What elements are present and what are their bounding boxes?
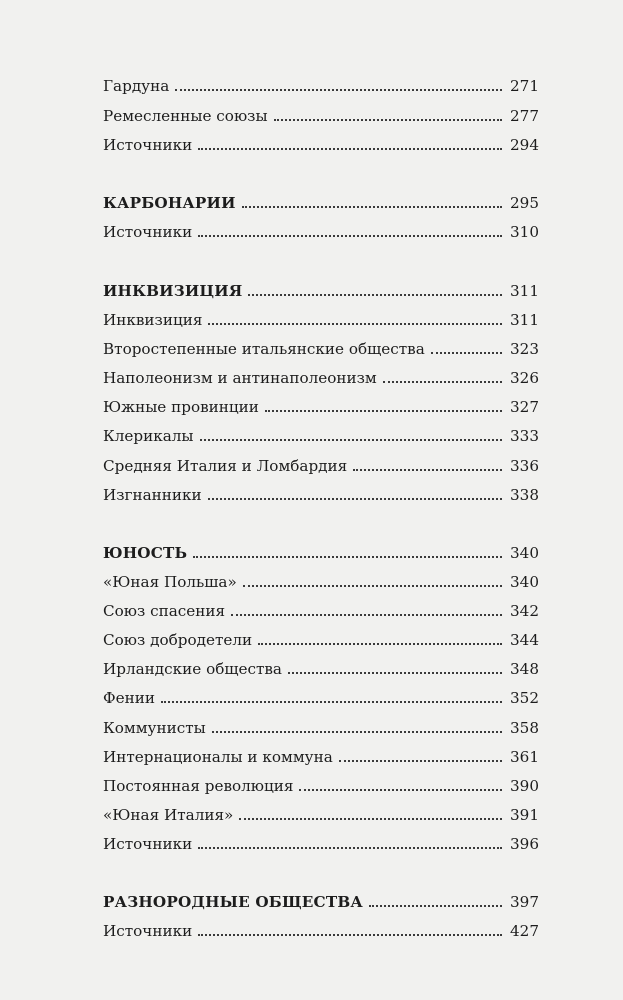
toc-entry-page: 311 [510,282,539,300]
toc-entry-page: 326 [510,369,539,387]
toc-entry-page: 397 [510,893,539,911]
toc-entry-title: Союз добродетели [103,631,253,649]
toc-entry [103,714,539,738]
toc-entry-title: Источники [103,922,193,940]
dot-leader [243,585,502,587]
toc-heading-title: КАРБОНАРИИ [103,194,236,212]
toc-entry-page: 311 [510,311,539,329]
toc-section-heading [103,277,539,301]
toc-entry-page: 427 [510,922,539,940]
toc-entry-page: 396 [510,835,539,853]
toc-entry-page: 391 [510,806,539,824]
toc-entry-title: Ирландские общества [103,660,282,678]
toc-section-heading [103,888,539,912]
toc-entry-page: 358 [510,719,539,737]
toc-entry [103,102,539,126]
toc-entry [103,568,539,592]
toc-entry [103,655,539,679]
dot-leader [231,614,502,616]
dot-leader [193,556,502,558]
toc-entry-page: 340 [510,573,539,591]
toc-entry [103,452,539,476]
dot-leader [242,206,502,208]
toc-entry-page: 277 [510,107,539,125]
toc-section-heading [103,539,539,563]
toc-entry-title: Гардуна [103,77,170,95]
dot-leader [258,643,502,645]
toc-entry [103,917,539,941]
toc-entry-page: 338 [510,486,539,504]
toc-entry-title: Клерикалы [103,427,194,445]
toc-entry-page: 271 [510,77,539,95]
toc-heading-title: ИНКВИЗИЦИЯ [103,282,243,300]
toc-entry-title: Наполеонизм и антинаполеонизм [103,369,377,387]
toc-entry-title: Постоянная революция [103,777,294,795]
toc-entry-page: 348 [510,660,539,678]
toc-entry-title: «Юная Италия» [103,806,234,824]
toc-entry-title: Инквизиция [103,311,203,329]
toc-entry-title: Фении [103,689,155,707]
toc-section-heading [103,189,539,213]
dot-leader [212,731,502,733]
toc-entry-title: Источники [103,223,193,241]
toc-entry-page: 340 [510,544,539,562]
dot-leader [198,148,502,150]
dot-leader [265,410,502,412]
dot-leader [208,498,502,500]
toc-entry-title: Средняя Италия и Ломбардия [103,457,348,475]
toc-entry-title: «Юная Польша» [103,573,237,591]
toc-entry [103,306,539,330]
toc-entry [103,218,539,242]
toc-entry-page: 327 [510,398,539,416]
toc-entry-title: Изгнанники [103,486,202,504]
toc-entry-title: Источники [103,835,193,853]
dot-leader [161,701,502,703]
toc-entry-page: 390 [510,777,539,795]
dot-leader [369,905,502,907]
dot-leader [175,89,502,91]
toc-entry [103,72,539,96]
toc-entry [103,393,539,417]
toc-entry-page: 344 [510,631,539,649]
dot-leader [431,352,502,354]
toc-entry-page: 295 [510,194,539,212]
dot-leader [198,235,502,237]
toc-entry [103,684,539,708]
dot-leader [288,672,502,674]
dot-leader [198,934,502,936]
toc-entry-page: 361 [510,748,539,766]
toc-entry [103,772,539,796]
toc-entry-title: Ремесленные союзы [103,107,268,125]
toc-heading-title: РАЗНОРОДНЫЕ ОБЩЕСТВА [103,893,363,911]
dot-leader [353,469,502,471]
toc-entry [103,830,539,854]
toc-entry-page: 310 [510,223,539,241]
toc-entry [103,335,539,359]
toc-entry-page: 323 [510,340,539,358]
toc-entry-page: 342 [510,602,539,620]
toc-entry-title: Второстепенные итальянские общества [103,340,425,358]
toc-entry [103,743,539,767]
dot-leader [198,847,502,849]
dot-leader [200,439,502,441]
dot-leader [239,818,502,820]
toc-entry [103,364,539,388]
toc-entry [103,626,539,650]
toc-entry [103,422,539,446]
toc-entry-title: Южные провинции [103,398,259,416]
toc-entry [103,131,539,155]
toc-entry [103,597,539,621]
toc-entry [103,801,539,825]
toc-entry-title: Источники [103,136,193,154]
toc-entry-page: 294 [510,136,539,154]
toc-entry-page: 336 [510,457,539,475]
dot-leader [383,381,502,383]
toc-heading-title: ЮНОСТЬ [103,544,188,562]
toc-entry-title: Коммунисты [103,719,206,737]
toc-entry-page: 352 [510,689,539,707]
dot-leader [274,119,502,121]
dot-leader [248,294,502,296]
toc-entry-title: Союз спасения [103,602,226,620]
dot-leader [299,789,502,791]
dot-leader [208,323,502,325]
dot-leader [339,760,502,762]
toc-entry [103,481,539,505]
toc-entry-page: 333 [510,427,539,445]
toc-entry-title: Интернационалы и коммуна [103,748,333,766]
